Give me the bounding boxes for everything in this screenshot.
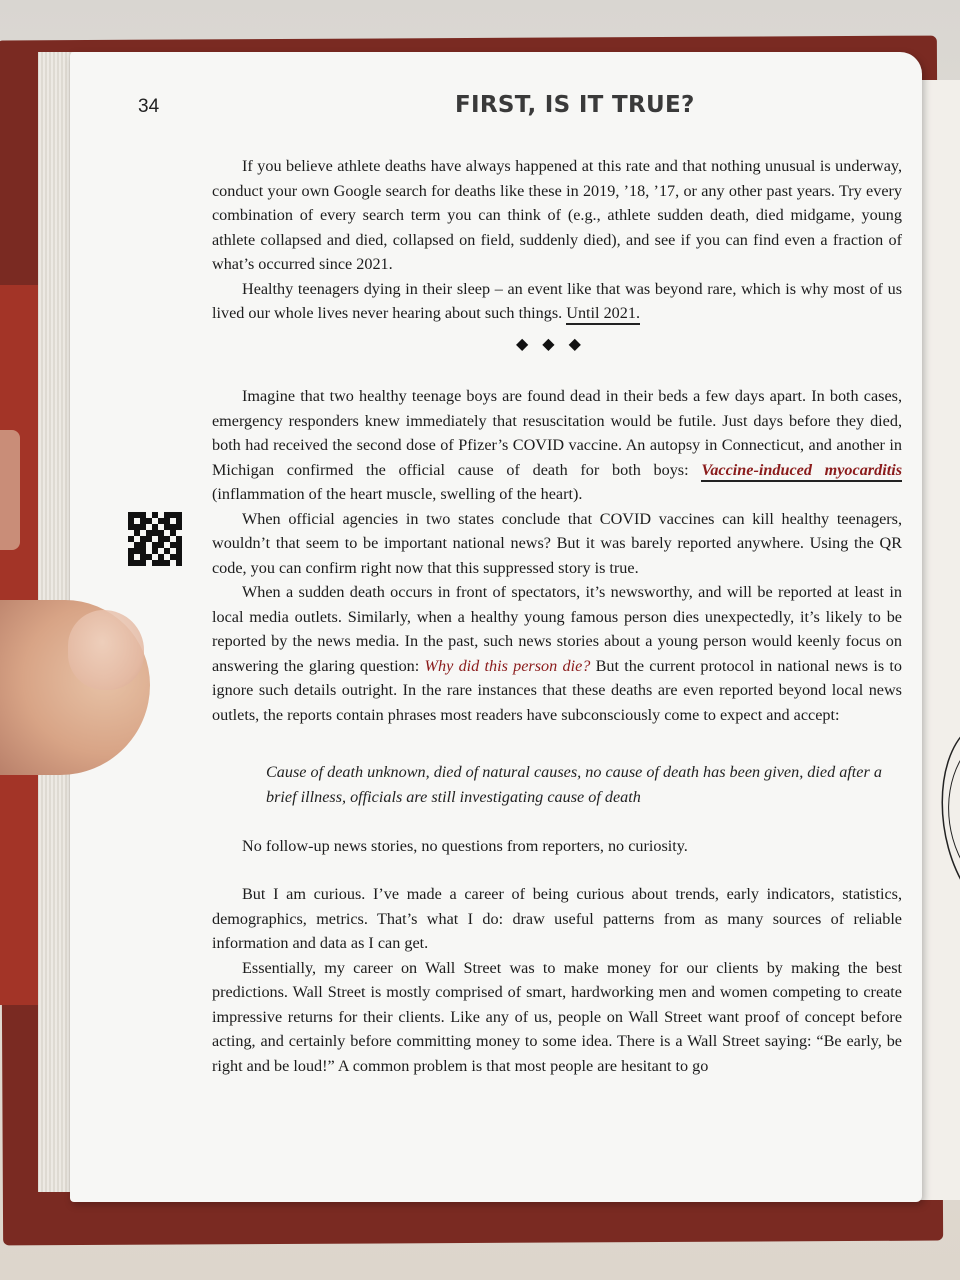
paragraph-4: When official agencies in two states conclude that COVID vaccines can kill healthy teenagers, wouldn’t that seem to be important national news? But it was barely reported anywhere. Using the QR code, you can confirm right now that this suppressed story is true. bbox=[212, 509, 902, 577]
text-section-top bbox=[212, 154, 902, 326]
paragraph-2 bbox=[212, 277, 902, 326]
paragraph-2-text: Healthy teenagers dying in their sleep – an event like that was beyond rare, which is why most of us lived our whole lives never hearing about such things. bbox=[212, 279, 902, 322]
thumbnail bbox=[68, 610, 144, 690]
paragraph-5-tail: But the current protocol in national news is to ignore such details outright. In the rare instances that these deaths are even reported beyond local news outlets, the reports contain phrases most readers have subconsciously come to expect and accept: bbox=[212, 656, 902, 724]
text-section-followup bbox=[212, 834, 902, 859]
blockquote: Cause of death unknown, died of natural causes, no cause of death has been given, died after a brief illness, officials are still investigating cause of death bbox=[266, 763, 882, 806]
text-section-middle bbox=[212, 384, 902, 727]
paragraph-1: If you believe athlete deaths have always happened at this rate and that nothing unusual is underway, conduct your own Google search for deaths like these in 2019, ’18, ’17, or any other past years. Try every combination of every search term you can think of (e.g., athlete sudden death, died midgame, young athlete collapsed and died, collapsed on field, suddenly died), and see if you can find even a fraction of what’s occurred since 2021. bbox=[212, 157, 902, 273]
finger-edge bbox=[0, 430, 20, 550]
facing-page bbox=[918, 80, 960, 1200]
until-2021-underlined: Until 2021. bbox=[566, 304, 640, 325]
qr-code-icon[interactable] bbox=[128, 512, 182, 566]
paragraph-3 bbox=[212, 384, 902, 507]
vaccine-myocarditis-link[interactable]: Vaccine-induced myocarditis bbox=[701, 461, 902, 482]
paragraph-7: But I am curious. I’ve made a career of being curious about trends, early indicators, statistics, demographics, metrics. That’s what I do: draw useful patterns from as many sources of reliable information and data as I can get. bbox=[212, 885, 902, 952]
paragraph-5-text: When a sudden death occurs in front of spectators, it’s newsworthy, and will be reported at least in local media outlets. Similarly, when a healthy young famous person dies unexpectedly, it’s likely to be reported by the news media. In the past, such news stories about a young person would keenly focus on answering the glaring question: bbox=[212, 583, 902, 675]
text-section-bottom bbox=[212, 882, 902, 1078]
italic-question: Why did this person die? bbox=[424, 656, 591, 675]
paragraph-3-tail: (inflammation of the heart muscle, swelling of the heart). bbox=[212, 485, 583, 503]
paragraph-6: No follow-up news stories, no questions from reporters, no curiosity. bbox=[242, 837, 688, 855]
page-number: 34 bbox=[138, 96, 160, 117]
chapter-title: FIRST, IS IT TRUE? bbox=[455, 92, 695, 118]
paragraph-8: Essentially, my career on Wall Street was to make money for our clients by making the best predictions. Wall Street is mostly comprised of smart, hardworking men and women competing to create impressive returns for their clients. Like any of us, people on Wall Street want proof of concept before acting, and certainly before committing money to some idea. There is a Wall Street saying: “Be early, be right and be loud!” A common problem is that most people are hesitant to go bbox=[212, 958, 902, 1075]
section-break-ornament: ◆◆◆ bbox=[516, 334, 595, 353]
paragraph-5 bbox=[212, 580, 902, 727]
paragraph-3-text: Imagine that two healthy teenage boys are found dead in their beds a few days apart. In both cases, emergency responders knew immediately that resuscitation would be futile. Just days before they died, both had received the second dose of Pfizer’s COVID vaccine. An autopsy in Connecticut, and another in Michigan confirmed the official cause of death for both boys: bbox=[212, 387, 902, 479]
